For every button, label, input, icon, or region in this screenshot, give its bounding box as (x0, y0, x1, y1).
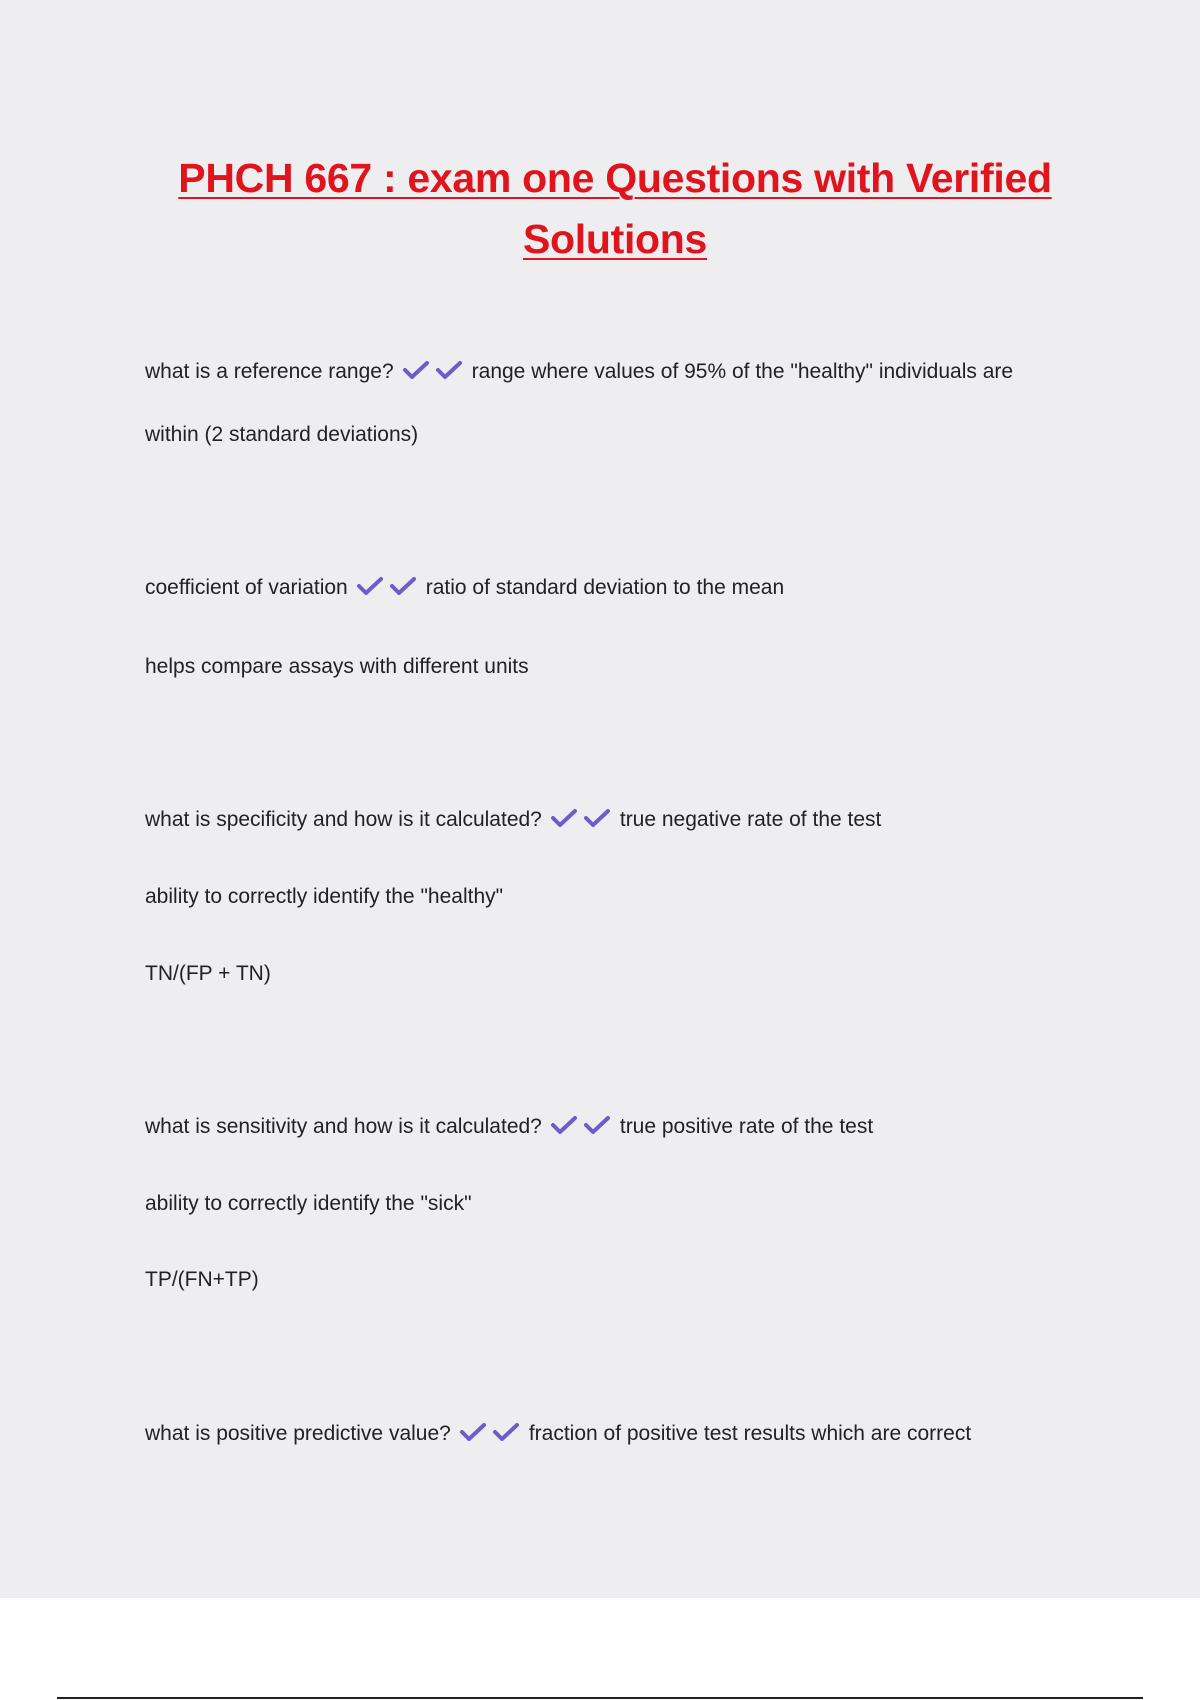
check-icon (459, 1421, 487, 1443)
check-icon (550, 807, 578, 829)
footer-divider (57, 1697, 1143, 1699)
answer-text: range where values of 95% of the "healthy" individuals are (471, 360, 1014, 383)
entry-2-line-2: helps compare assays with different units (145, 655, 529, 678)
entry-3-line-1 (145, 806, 881, 837)
question-text: what is sensitivity and how is it calculated? (145, 1115, 542, 1138)
entry-3-line-3: TN/(FP + TN) (145, 962, 271, 985)
check-icon (389, 575, 417, 597)
answer-text: fraction of positive test results which are correct (528, 1422, 972, 1445)
check-icon (550, 1114, 578, 1136)
question-text: what is positive predictive value? (145, 1422, 451, 1445)
answer-text: true positive rate of the test (619, 1115, 874, 1138)
entry-4-line-1 (145, 1113, 873, 1144)
entry-5-line-1 (145, 1420, 971, 1451)
check-icon (583, 1114, 611, 1136)
verified-checks (356, 575, 422, 605)
verified-checks (402, 359, 468, 389)
entry-2-line-1 (145, 574, 784, 605)
entry-3-line-2: ability to correctly identify the "healthy" (145, 885, 504, 908)
entry-1-line-2: within (2 standard deviations) (145, 423, 419, 446)
check-icon (435, 359, 463, 381)
answer-text: ratio of standard deviation to the mean (425, 576, 785, 599)
verified-checks (459, 1421, 525, 1451)
question-text: what is specificity and how is it calculated? (145, 808, 542, 831)
entry-4-line-2: ability to correctly identify the "sick" (145, 1192, 472, 1215)
document-title: PHCH 667 : exam one Questions with Verified Solutions (178, 155, 1052, 262)
check-icon (583, 807, 611, 829)
verified-checks (550, 1114, 616, 1144)
question-text: what is a reference range? (145, 360, 394, 383)
check-icon (356, 575, 384, 597)
question-text: coefficient of variation (145, 576, 348, 599)
entry-4-line-3: TP/(FN+TP) (145, 1268, 259, 1291)
check-icon (492, 1421, 520, 1443)
check-icon (402, 359, 430, 381)
verified-checks (550, 807, 616, 837)
entry-1-line-1 (145, 358, 1013, 389)
answer-text: true negative rate of the test (619, 808, 882, 831)
